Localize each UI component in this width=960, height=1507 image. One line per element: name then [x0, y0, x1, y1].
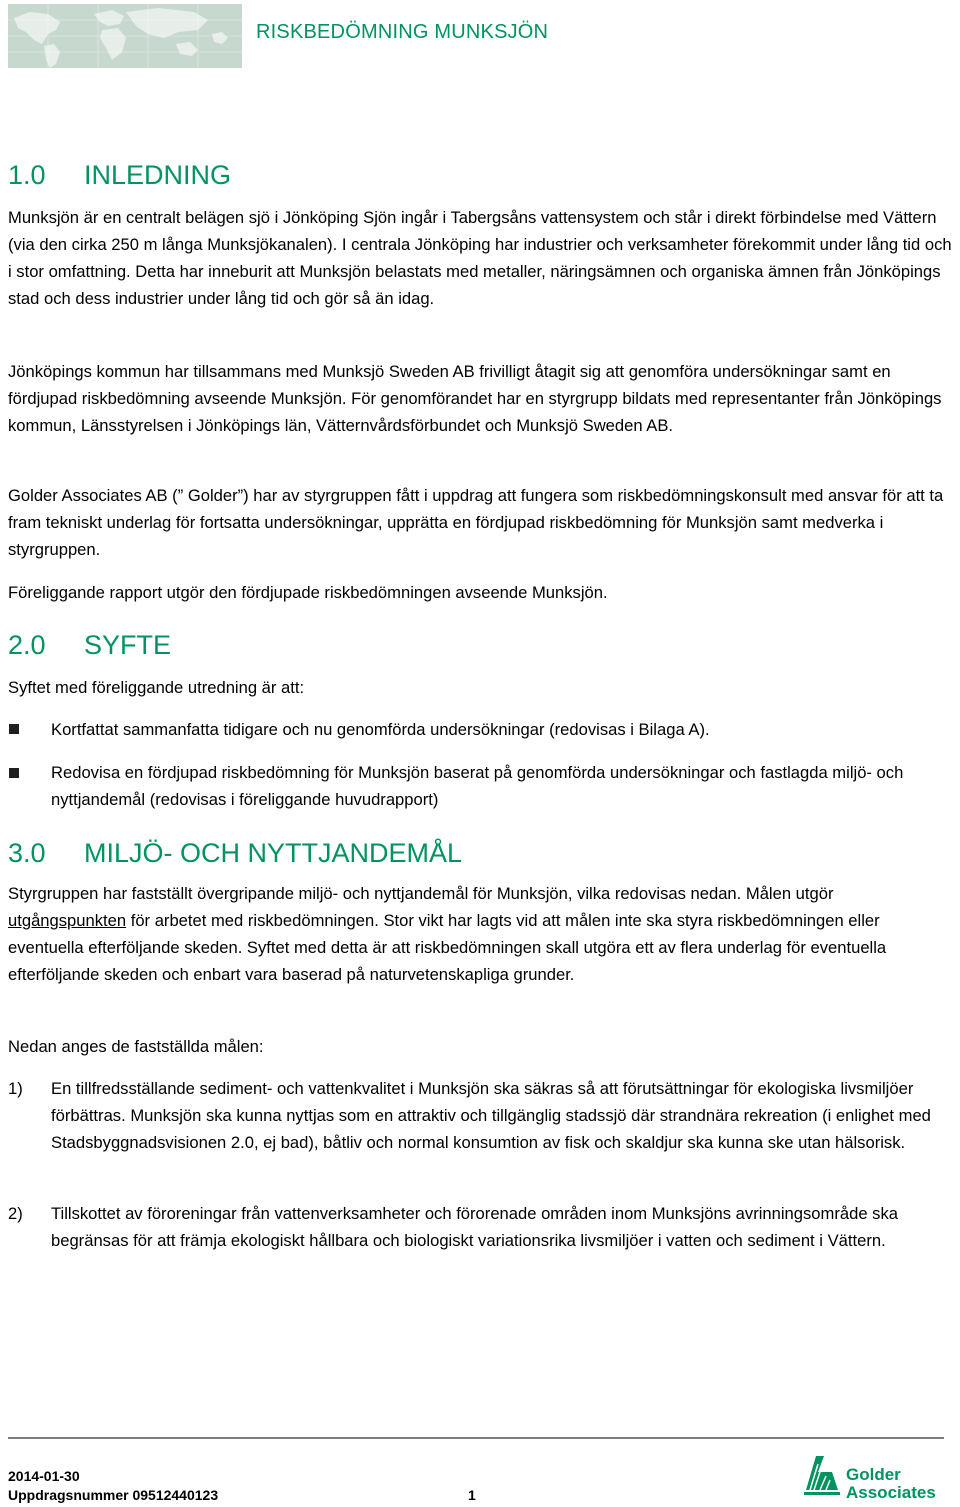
list-number: 2) [8, 1204, 23, 1223]
paragraph-text: för arbetet med riskbedömningen. Stor vikt har lagts vid att målen inte ska styra riskbedömningen eller eventuella efterföljande skeden. Syftet med detta är att riskbedömningen skall utgöra ett av flera underlag för eventuella efterföljande skeden och enbart vara baserad på naturvetenskapliga grunder. [8, 911, 887, 984]
section-title: INLEDNING [84, 160, 232, 190]
golder-logo-text: Associates [846, 1483, 936, 1502]
bullet-square-icon [9, 724, 19, 734]
golder-logo-text: Golder [846, 1465, 901, 1484]
paragraph-goals-intro [8, 880, 952, 988]
paragraph-sentence: Detta har inneburit att Munksjön belastats med metaller, näringsämnen och organiska ämnen från Jönköpings stad och dess industrier under lång tid och gör så än idag. [8, 262, 941, 308]
paragraph-report: Föreliggande rapport utgör den fördjupade riskbedömningen avseende Munksjön. [8, 583, 608, 602]
paragraph-purpose-intro: Syftet med föreliggande utredning är att: [8, 678, 305, 697]
paragraph-cooperation: Jönköpings kommun har tillsammans med Munksjö Sweden AB frivilligt åtagit sig att genomföra undersökningar samt en fördjupad riskbedömning avseende Munksjön. För genomförandet har en styrgrupp bildats med representanter från Jönköpings kommun, Länsstyrelsen i Jönköpings län, Vätternvårdsförbundet och Munksjö Sweden AB. [8, 362, 942, 435]
paragraph-golder-role: Golder Associates AB (” Golder”) har av styrgruppen fått i uppdrag att fungera som riskbedömningskonsult med ansvar för att ta fram tekniskt underlag för fortsatta undersökningar, upprätta en fördjupad riskbedömning för Munksjön samt medverka i styrgruppen. [8, 486, 944, 559]
paragraph-sentence: I centrala Jönköping har industrier och verksamheter förekommit under lång tid och i stor omfattning. [8, 235, 952, 281]
list-item: Kortfattat sammanfatta tidigare och nu genomförda undersökningar (redovisas i Bilaga A). [51, 720, 710, 739]
paragraph-intro [8, 204, 952, 312]
bullet-square-icon [9, 768, 19, 778]
footer-date: 2014-01-30 [8, 1468, 80, 1484]
paragraph-text: Styrgruppen har fastställt övergripande miljö- och nyttjandemål för Munksjön, vilka redovisas nedan. Målen utgör [8, 884, 834, 903]
section-heading-1 [8, 160, 231, 191]
document-title: RISKBEDÖMNING MUNKSJÖN [256, 21, 549, 43]
footer-assignment-number: Uppdragsnummer 09512440123 [8, 1487, 219, 1503]
list-number: 1) [8, 1079, 23, 1098]
section-heading-3 [8, 838, 462, 869]
world-map-logo [8, 4, 242, 68]
list-item: Redovisa en fördjupad riskbedömning för Munksjön baserat på genomförda undersökningar och fastlagda miljö- och nyttjandemål (redovisas i föreliggande huvudrapport) [51, 763, 904, 809]
section-number: 1.0 [8, 160, 46, 190]
golder-logo-icon [802, 1450, 842, 1502]
section-title: MILJÖ- OCH NYTTJANDEMÅL [84, 838, 463, 868]
section-number: 3.0 [8, 838, 46, 868]
section-number: 2.0 [8, 630, 46, 660]
list-item: Tillskottet av föroreningar från vattenverksamheter och förorenade områden inom Munksjöns avrinningsområde ska begränsas för att främja ekologiskt hållbara och biologiskt variationsrika livsmiljöer i vatten och sediment i Vättern. [51, 1204, 899, 1250]
footer-divider [8, 1437, 944, 1439]
page-number: 1 [468, 1487, 476, 1503]
paragraph-sentence: Munksjön är en centralt belägen sjö i Jönköping Sjön ingår i Tabergsåns vattensystem och står i direkt förbindelse med Vättern (via den cirka 250 m långa Munksjökanalen). [8, 208, 937, 254]
list-item: En tillfredsställande sediment- och vattenkvalitet i Munksjön ska säkras så att förutsättningar för ekologiska livsmiljöer förbättras. Munksjön ska kunna nyttjas som en attraktiv och tillgänglig stadssjö där strandnära rekreation (i enlighet med Stadsbyggnadsvisionen 2.0, ej bad), båtliv och normal konsumtion av fisk och skaldjur ska kunna ske utan hälsorisk. [51, 1079, 931, 1152]
underlined-term: utgångspunkten [8, 911, 127, 930]
section-heading-2 [8, 630, 171, 661]
section-title: SYFTE [84, 630, 172, 660]
world-map-icon [8, 4, 242, 68]
paragraph-goals-lead: Nedan anges de fastställda målen: [8, 1037, 264, 1056]
